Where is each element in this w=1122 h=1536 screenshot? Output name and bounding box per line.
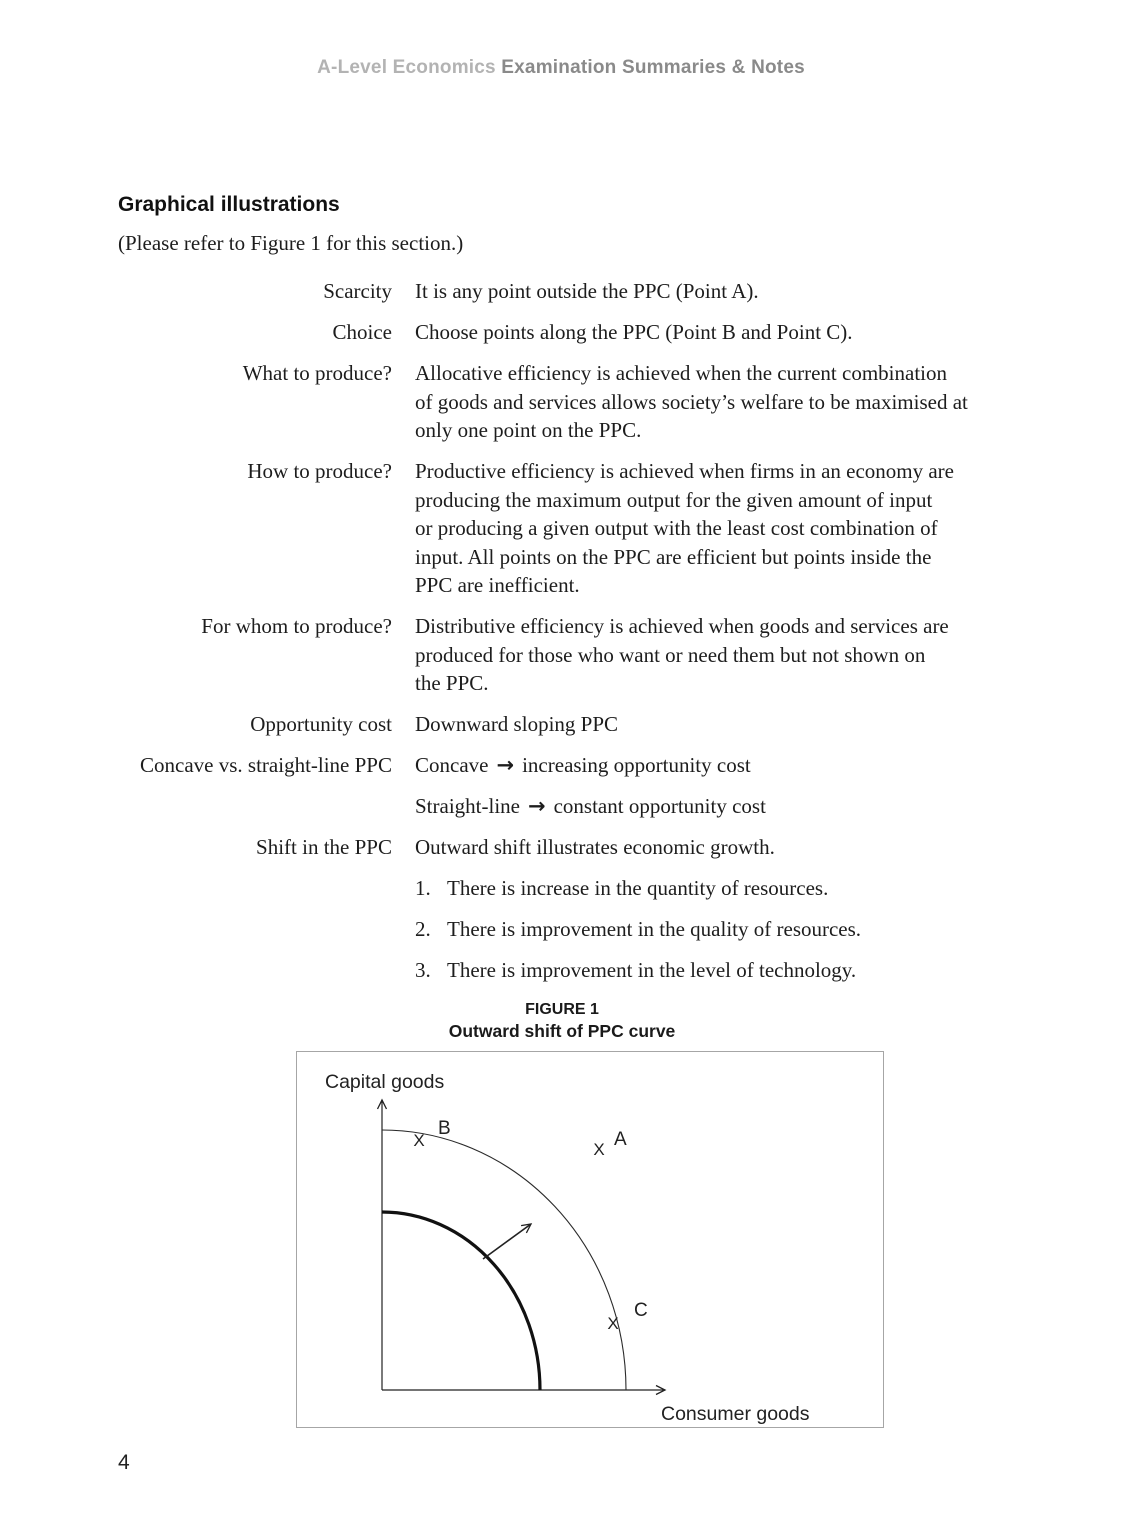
header-book-title: Examination Summaries & Notes bbox=[501, 57, 805, 78]
definition-row-opportunity-cost bbox=[118, 710, 1018, 739]
definition-term: How to produce? bbox=[247, 459, 392, 483]
inner-ppc-curve bbox=[382, 1212, 540, 1390]
definition-term: Shift in the PPC bbox=[256, 835, 392, 859]
figure-caption bbox=[118, 999, 1006, 1043]
main-content bbox=[118, 192, 1018, 997]
definition-term: Scarcity bbox=[323, 279, 392, 303]
x-axis-label: Consumer goods bbox=[661, 1403, 810, 1425]
definition-term: Choice bbox=[332, 320, 392, 344]
definition-text: Straight-line → constant opportunity cost bbox=[415, 794, 766, 818]
list-item: 3. There is improvement in the level of technology. bbox=[415, 958, 857, 982]
figure-caption-subtitle: Outward shift of PPC curve bbox=[448, 1021, 676, 1041]
right-arrow-icon: → bbox=[527, 794, 546, 818]
page-header bbox=[0, 57, 1122, 79]
point-b-marker: X bbox=[413, 1131, 425, 1150]
page-number: 4 bbox=[118, 1451, 130, 1474]
header-series-title: A-Level Economics bbox=[317, 57, 502, 78]
point-a-marker: X bbox=[593, 1140, 605, 1159]
right-arrow-icon: → bbox=[496, 753, 515, 777]
definition-term: Concave vs. straight-line PPC bbox=[140, 753, 392, 777]
definition-term: For whom to produce? bbox=[201, 614, 392, 638]
definition-row-how-to-produce bbox=[118, 457, 1018, 600]
point-a-label: A bbox=[614, 1129, 627, 1150]
definition-term: Opportunity cost bbox=[250, 712, 392, 736]
point-c-label: C bbox=[634, 1300, 648, 1321]
definition-row-concave-vs-straight bbox=[118, 751, 1018, 780]
definition-text: Downward sloping PPC bbox=[415, 712, 619, 736]
definition-text: Distributive efficiency is achieved when goods and services are produced for those who want or need them but not shown on the PPC. bbox=[415, 614, 949, 695]
numbered-list bbox=[415, 874, 1018, 985]
point-c-marker: X bbox=[607, 1314, 619, 1333]
section-intro: (Please refer to Figure 1 for this section.) bbox=[118, 231, 464, 255]
definition-text: Productive efficiency is achieved when firms in an economy are producing the maximum output for the given amount of input or producing a given output with the least cost combination of input. All points on the PPC are efficient but points inside the PPC are inefficient. bbox=[415, 459, 954, 597]
definition-row-scarcity bbox=[118, 277, 1018, 306]
outer-ppc-curve bbox=[382, 1130, 626, 1390]
definition-row-choice bbox=[118, 318, 1018, 347]
figure-caption-title: FIGURE 1 bbox=[525, 1001, 599, 1018]
list-item: 1. There is increase in the quantity of resources. bbox=[415, 876, 829, 900]
definition-term bbox=[118, 792, 392, 821]
definition-text: Concave → increasing opportunity cost bbox=[415, 753, 751, 777]
definition-text: Outward shift illustrates economic growth. bbox=[415, 835, 775, 859]
definition-term: What to produce? bbox=[242, 361, 392, 385]
definition-text: Choose points along the PPC (Point B and Point C). bbox=[415, 320, 853, 344]
figure-1-ppc-diagram bbox=[296, 1051, 884, 1428]
outward-shift-arrow-icon bbox=[483, 1224, 531, 1259]
definition-text: Allocative efficiency is achieved when the current combination of goods and services allows society’s welfare to be maximised at only one point on the PPC. bbox=[415, 361, 968, 442]
definition-table bbox=[118, 277, 1018, 862]
definition-row-straight-line bbox=[118, 792, 1018, 821]
section-title: Graphical illustrations bbox=[118, 193, 340, 216]
definition-text: It is any point outside the PPC (Point A). bbox=[415, 279, 759, 303]
point-b-label: B bbox=[438, 1118, 451, 1139]
definition-row-for-whom-to-produce bbox=[118, 612, 1018, 698]
definition-row-shift-in-ppc bbox=[118, 833, 1018, 862]
ppc-chart-svg bbox=[297, 1052, 883, 1427]
y-axis-label: Capital goods bbox=[325, 1071, 445, 1093]
definition-row-what-to-produce bbox=[118, 359, 1018, 445]
list-item: 2. There is improvement in the quality of resources. bbox=[415, 917, 862, 941]
